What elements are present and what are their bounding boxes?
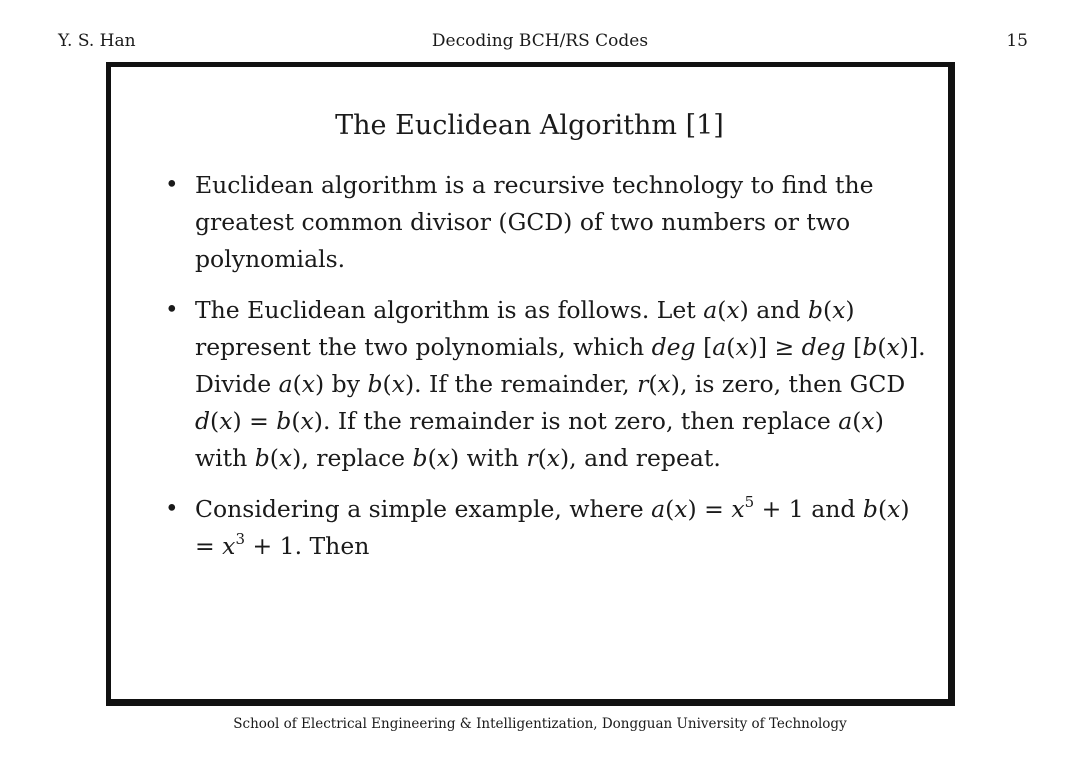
slide-title: The Euclidean Algorithm [1] — [335, 110, 724, 141]
bullet-dot-icon: • — [165, 297, 179, 323]
bullet-text-1: Euclidean algorithm is a recursive technology to find the greatest common divisor (GCD) of two numbers or two polynomials. — [195, 171, 874, 273]
header-author: Y. S. Han — [58, 31, 136, 51]
page-number: 15 — [1006, 31, 1028, 51]
bullet-item-3 — [159, 491, 934, 565]
bullet-text-2: The Euclidean algorithm is as follows. Let a(x) and b(x) represent the two polynomials, which deg [a(x)] ≥ deg [b(x)]. Divide a(x) by b(x). If the remainder, r(x), is zero, then GCD d(x) = b(x). If the remainder is not zero, then replace a(x) with b(x), replace b(x) with r(x), and repeat. — [195, 296, 926, 472]
slide-frame — [106, 62, 955, 706]
bullet-list — [159, 167, 934, 579]
bullet-dot-icon: • — [165, 172, 179, 198]
bullet-item-1 — [159, 167, 934, 278]
bullet-dot-icon: • — [165, 496, 179, 522]
bullet-text-3: Considering a simple example, where $a(x) = x^5 + 1$ and $b(x) = x^3 + 1$. Then — [195, 493, 910, 560]
header-title: Decoding BCH/RS Codes — [431, 31, 649, 51]
bullet-item-2 — [159, 292, 934, 477]
footer: School of Electrical Engineering & Intelligentization, Dongguan University of Technology — [233, 716, 847, 732]
